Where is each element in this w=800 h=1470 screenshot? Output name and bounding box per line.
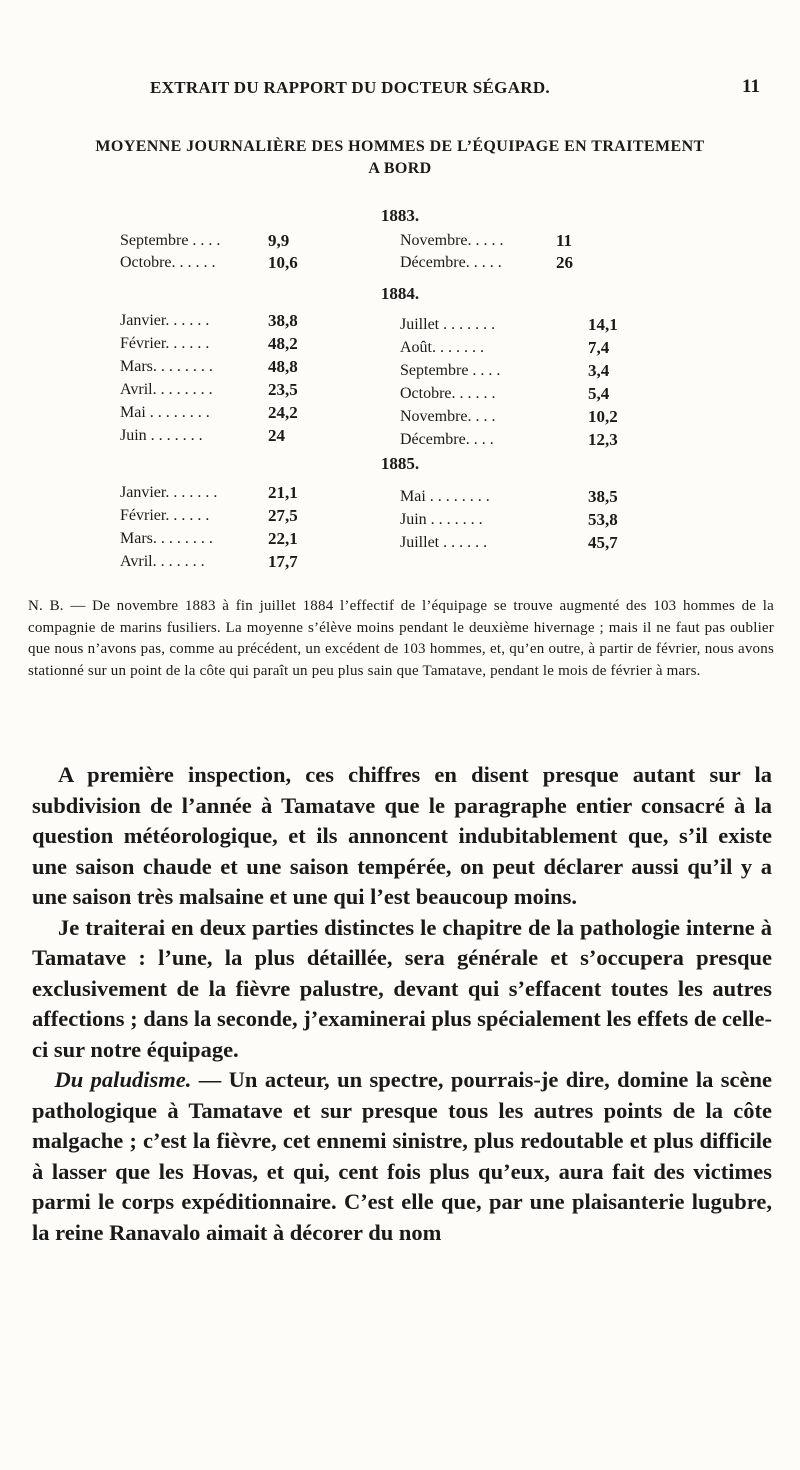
- month-label: Mai . . . . . . . .: [120, 404, 210, 421]
- page-number: 11: [742, 76, 760, 97]
- month-label: Mars. . . . . . . .: [120, 358, 213, 375]
- month-label: Juillet . . . . . . .: [400, 316, 496, 333]
- month-value: 10,2: [588, 407, 618, 426]
- month-value: 45,7: [588, 533, 618, 552]
- month-label: Novembre. . . .: [400, 408, 496, 425]
- month-value: 38,5: [588, 487, 618, 506]
- month-value: 11: [556, 231, 573, 250]
- month-value: 24,2: [268, 403, 298, 422]
- month-value: 5,4: [588, 384, 610, 403]
- month-label: Septembre . . . .: [120, 232, 221, 249]
- table-title: [28, 136, 772, 180]
- month-label: Décembre. . . . .: [400, 254, 502, 271]
- month-value: 12,3: [588, 430, 618, 449]
- year-heading-1883: 1883.: [380, 206, 420, 225]
- month-label: Février. . . . . .: [120, 507, 210, 524]
- month-value: 48,8: [268, 357, 298, 376]
- month-label: Avril. . . . . . . .: [120, 381, 213, 398]
- month-value: 7,4: [588, 338, 610, 357]
- month-label: Février. . . . . .: [120, 335, 210, 352]
- month-label: Septembre . . . .: [400, 362, 501, 379]
- month-label: Novembre. . . . .: [400, 232, 504, 249]
- month-value: 24: [268, 426, 285, 445]
- paragraph: Je traiterai en deux parties distinctes le chapitre de la pathologie interne à Tamatave : l’une, la plus détaillée, sera générale et s’occupera presque exclusivement de la fièvre palustre, devant qui s’effacent toutes les autres affections ; dans la seconde, j’examinerai plus spécialement les effets de celle-ci sur notre équipage.: [32, 914, 772, 1062]
- month-label: Août. . . . . . .: [400, 339, 484, 356]
- month-value: 38,8: [268, 311, 298, 330]
- month-value: 10,6: [268, 253, 298, 272]
- month-label: Juillet . . . . . .: [400, 534, 488, 551]
- month-label: Mai . . . . . . . .: [400, 488, 490, 505]
- month-label: Décembre. . . .: [400, 431, 494, 448]
- month-label: Avril. . . . . . .: [120, 553, 205, 570]
- month-label: Octobre. . . . . .: [400, 385, 496, 402]
- month-label: Janvier. . . . . .: [120, 312, 210, 329]
- month-value: 9,9: [268, 231, 290, 250]
- month-value: 21,1: [268, 483, 298, 502]
- month-label: Janvier. . . . . . .: [120, 484, 218, 501]
- section-heading-paludisme: Du paludisme.: [54, 1067, 192, 1092]
- table-title-line1: MOYENNE JOURNALIÈRE DES HOMMES DE L’ÉQUIPAGE EN TRAITEMENT: [95, 138, 705, 155]
- year-heading-1885: 1885.: [380, 454, 420, 473]
- month-value: 23,5: [268, 380, 298, 399]
- body-text: [32, 760, 772, 1248]
- month-label: Juin . . . . . . .: [400, 511, 483, 528]
- month-value: 22,1: [268, 529, 298, 548]
- paragraph-text: — Un acteur, un spectre, pourrais-je dire, domine la scène pathologique à Tamatave et sur presque tous les autres points de la côte malgache ; c’est la fièvre, cet ennemi sinistre, plus redoutable et plus difficile à lasser que les Hovas, et qui, cent fois plus qu’eux, aura fait des victimes parmi le corps expéditionnaire. C’est elle que, par une plaisanterie lugubre, la reine Ranavalo aimait à décorer du nom: [32, 1067, 772, 1245]
- month-value: 53,8: [588, 510, 618, 529]
- month-value: 14,1: [588, 315, 618, 334]
- footnote-nb: N. B. — De novembre 1883 à fin juillet 1884 l’effectif de l’équipage se trouve augmenté des 103 hommes de la compagnie de marins fusiliers. La moyenne s’élève moins pendant le deuxième hivernage ; mais il ne faut pas oublier que nous n’avons pas, comme au précédent, un excédent de 103 hommes, et, qu’en outre, à partir de février, nous avons stationné sur un point de la côte qui paraît un peu plus sain que Tamatave, pendant le mois de février à mars.: [28, 598, 774, 679]
- month-value: 27,5: [268, 506, 298, 525]
- paragraph: [32, 1065, 772, 1248]
- month-value: 48,2: [268, 334, 298, 353]
- month-label: Mars. . . . . . . .: [120, 530, 213, 547]
- paragraph: A première inspection, ces chiffres en disent presque autant sur la subdivision de l’année à Tamatave que le paragraphe entier consacré à la question météorologique, et ils annoncent indubitablement que, s’il existe une saison chaude et une saison tempérée, on peut déclarer aussi qu’il y a une saison très malsaine et une qui l’est beaucoup moins.: [32, 762, 772, 909]
- month-value: 17,7: [268, 552, 298, 571]
- month-value: 3,4: [588, 361, 610, 380]
- month-label: Juin . . . . . . .: [120, 427, 203, 444]
- month-value: 26: [556, 253, 573, 272]
- table-title-line2: A BORD: [368, 160, 432, 177]
- year-heading-1884: 1884.: [380, 284, 420, 303]
- running-header-title: EXTRAIT DU RAPPORT DU DOCTEUR SÉGARD.: [150, 78, 550, 97]
- month-label: Octobre. . . . . .: [120, 254, 216, 271]
